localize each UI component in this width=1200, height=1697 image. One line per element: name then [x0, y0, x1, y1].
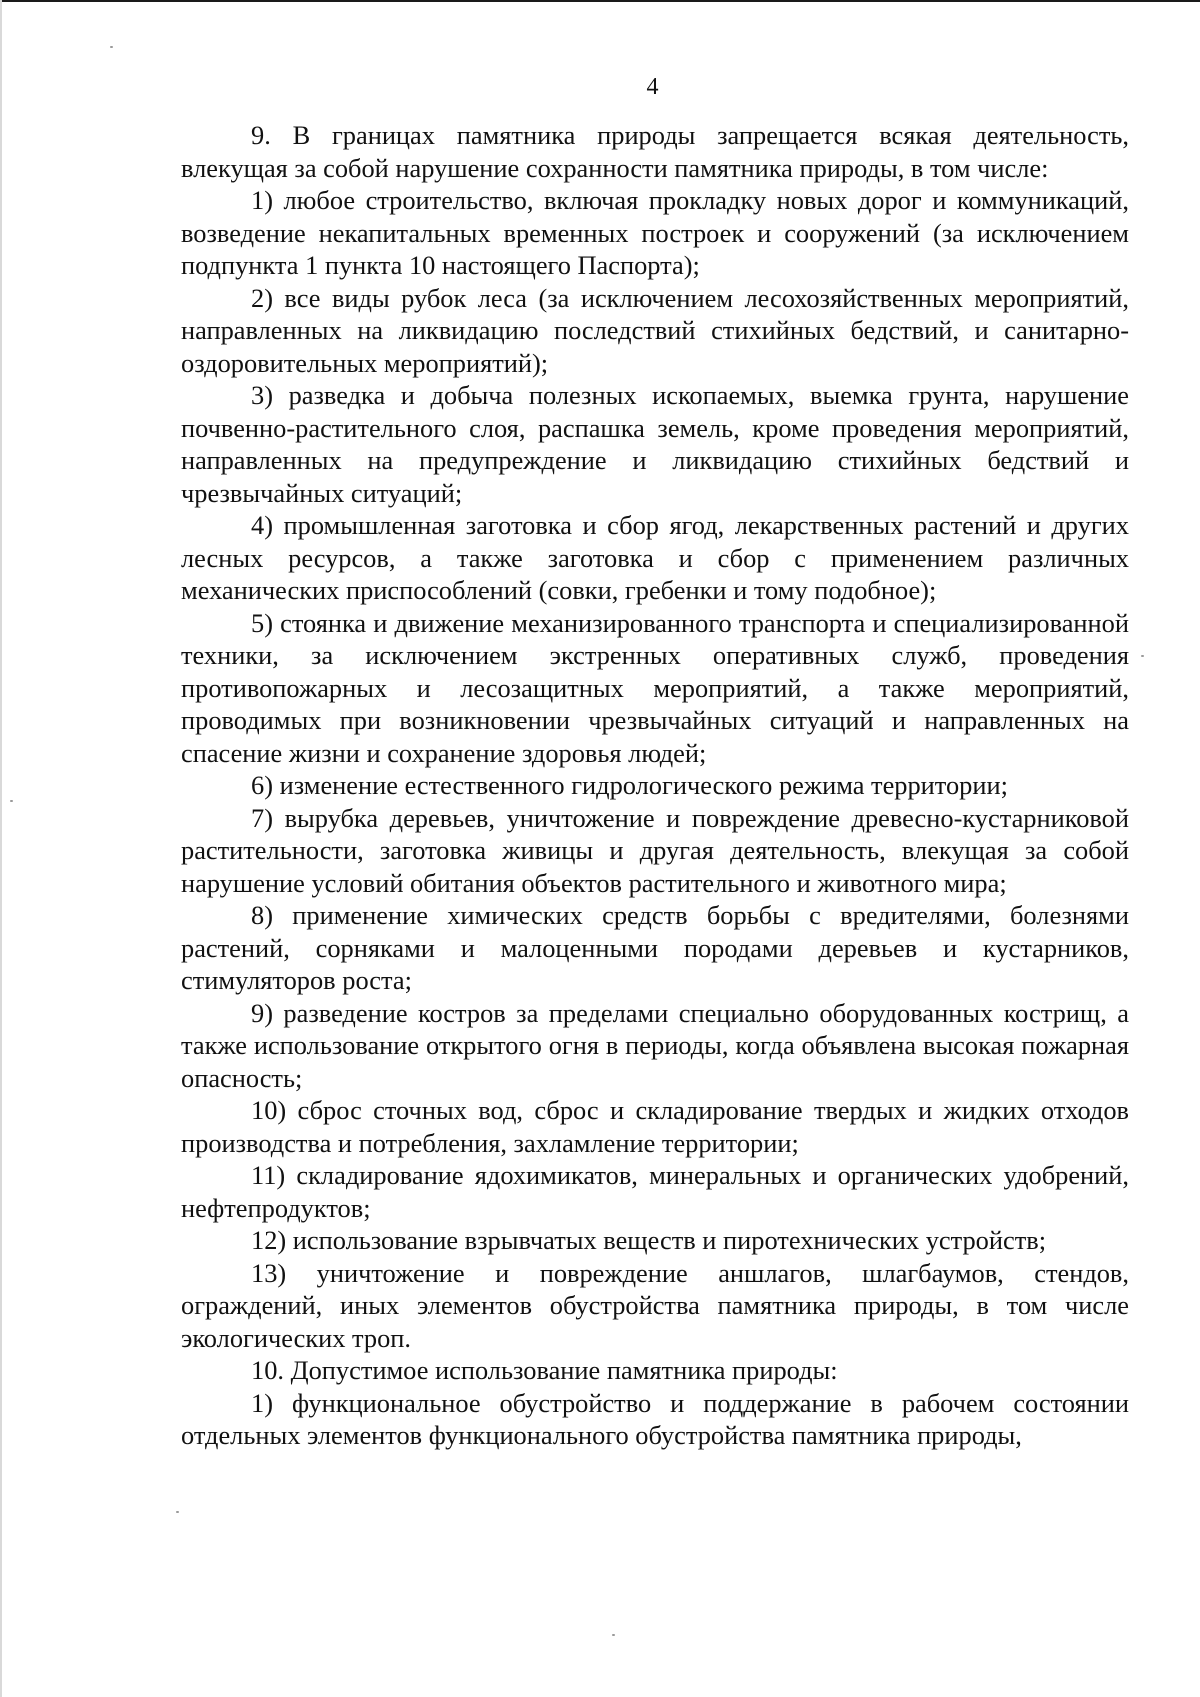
- list-item-1-arrangement: 1) функциональное обустройство и поддержание в рабочем состоянии отдельных элементов функционального обустройства памятника природы,: [181, 1387, 1129, 1450]
- list-item-2-logging: 2) все виды рубок леса (за исключением лесохозяйственных мероприятий, направленных на ликвидацию последствий стихийных бедствий, и санитарно-оздоровительных мероприятий);: [181, 282, 1129, 378]
- scan-speck: [10, 800, 13, 802]
- list-item-9-fires: 9) разведение костров за пределами специально оборудованных кострищ, а также использование открытого огня в периоды, когда объявлена высокая пожарная опасность;: [181, 997, 1129, 1093]
- list-item-6-hydrology: 6) изменение естественного гидрологического режима территории;: [251, 770, 1008, 800]
- list-item-4-harvesting: 4) промышленная заготовка и сбор ягод, лекарственных растений и других лесных ресурсов, а также заготовка и сбор с применением различных механических приспособлений (совки, гребенки и тому подобное);: [181, 510, 1129, 605]
- paragraph-item-10: 10. Допустимое использование памятника природы:: [251, 1355, 838, 1385]
- list-item-3-mining: 3) разведка и добыча полезных ископаемых, выемка грунта, нарушение почвенно-растительного слоя, распашка земель, кроме проведения мероприятий, направленных на предупреждение и ликвидацию стихийных бедствий и чрезвычайных ситуаций;: [181, 380, 1129, 508]
- scan-speck: [1141, 655, 1144, 657]
- list-item-12-explosives: 12) использование взрывчатых веществ и пиротехнических устройств;: [251, 1225, 1047, 1255]
- page-number: 4: [646, 74, 659, 100]
- list-item-10-waste: 10) сброс сточных вод, сброс и складирование твердых и жидких отходов производства и потребления, захламление территории;: [181, 1095, 1129, 1158]
- list-item-1-construction: 1) любое строительство, включая прокладку новых дорог и коммуникаций, возведение некапитальных временных построек и сооружений (за исключением подпункта 1 пункта 10 настоящего Паспорта);: [181, 185, 1129, 280]
- scan-speck: [110, 46, 113, 48]
- document-body: [181, 119, 1129, 1452]
- list-item-8-chemicals: 8) применение химических средств борьбы с вредителями, болезнями растений, сорняками и малоценными породами деревьев и кустарников, стимуляторов роста;: [181, 900, 1129, 995]
- paragraph-item-9: 9. В границах памятника природы запрещается всякая деятельность, влекущая за собой нарушение сохранности памятника природы, в том числе:: [181, 120, 1129, 183]
- list-item-7-felling: 7) вырубка деревьев, уничтожение и повреждение древесно-кустарниковой растительности, заготовка живицы и другая деятельность, влекущая за собой нарушение условий обитания объектов растительного и животного мира;: [181, 802, 1129, 898]
- scan-left-edge: [0, 0, 2, 1697]
- list-item-11-storage: 11) складирование ядохимикатов, минеральных и органических удобрений, нефтепродуктов;: [181, 1160, 1129, 1223]
- list-item-5-transport: 5) стоянка и движение механизированного транспорта и специализированной техники, за исключением экстренных оперативных служб, проведения противопожарных и лесозащитных мероприятий, а также мероприятий, проводимых при возникновении чрезвычайных ситуаций и направленных на спасение жизни и сохранение здоровья людей;: [181, 607, 1129, 768]
- scan-speck: [612, 1634, 615, 1636]
- scan-top-border: [0, 0, 1200, 2]
- list-item-13-signage: 13) уничтожение и повреждение аншлагов, шлагбаумов, стендов, ограждений, иных элементов обустройства памятника природы, в том числе экологических троп.: [181, 1257, 1129, 1353]
- scan-speck: [176, 1511, 179, 1513]
